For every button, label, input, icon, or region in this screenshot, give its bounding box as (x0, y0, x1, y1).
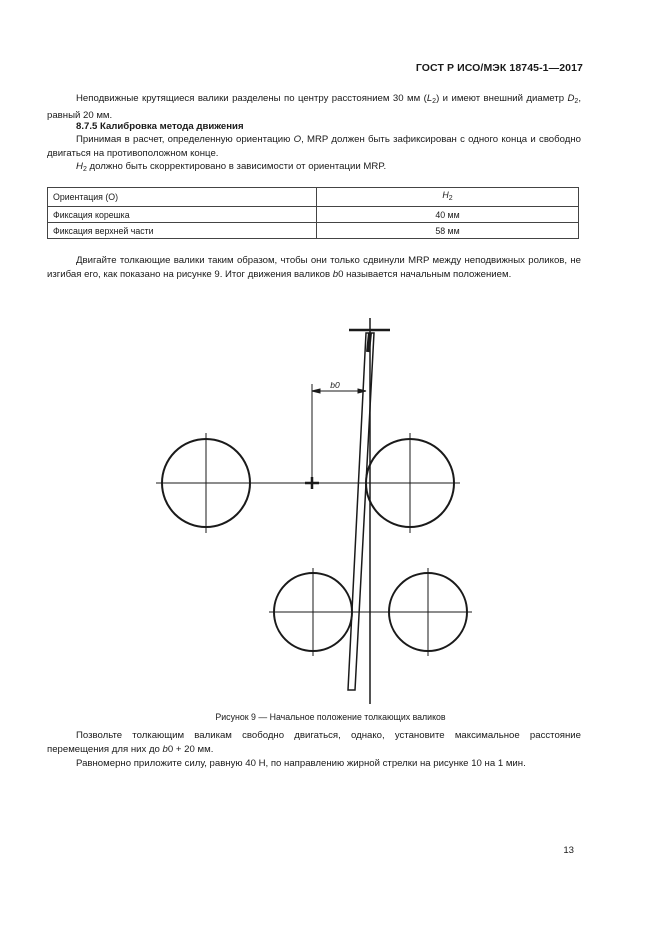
rollers-paragraph: Неподвижные крутящиеся валики разделены по центру расстоянием 30 мм $(L_2)$ и имеют внешний диаметр $D_2$, равный 20 мм. (47, 93, 581, 121)
section-heading: 8.7.5 Калибровка метода движения (76, 121, 244, 132)
table-cell-orientation: Фиксация корешка (48, 207, 317, 223)
figure-caption: Рисунок 9 — Начальное положение толкающих валиков (215, 712, 446, 722)
dimension-label-b0: b0 (330, 380, 340, 390)
h2-paragraph: $H_2$ должно быть скорректировано в зависимости от ориентации MRP. (76, 161, 387, 173)
orientation-paragraph: Принимая в расчет, определенную ориентацию O, MRP должен быть зафиксирован с одного конца и свободно двигаться на противоположном конце. (47, 134, 581, 159)
mrp-fixed-end (368, 333, 370, 352)
standard-header: ГОСТ Р ИСО/МЭК 18745-1—2017 (415, 62, 583, 74)
allow-paragraph: Позвольте толкающим валикам свободно двигаться, однако, установите максимальное расстояние перемещения для них до b0 + 20 мм. (47, 730, 581, 755)
table-cell-orientation: Фиксация верхней части (48, 223, 317, 239)
dimension-arrow-right (358, 389, 366, 393)
table-header-orientation: Ориентация (О) (48, 188, 317, 207)
page-number: 13 (563, 845, 574, 856)
table-cell-value: 40 мм (317, 207, 579, 223)
table-header-h2: $H_2$ (317, 188, 579, 207)
push-paragraph: Двигайте толкающие валики таким образом, чтобы они только сдвинули MRP между неподвижных роликов, не изгибая его, как показано на рисунке 9. Итог движения валиков b0 называется начальным положением. (47, 255, 581, 280)
table-cell-value: 58 мм (317, 223, 579, 239)
force-paragraph: Равномерно приложите силу, равную 40 Н, по направлению жирной стрелки на рисунке 10 на 1 мин. (76, 758, 526, 769)
dimension-arrow-left (312, 389, 320, 393)
